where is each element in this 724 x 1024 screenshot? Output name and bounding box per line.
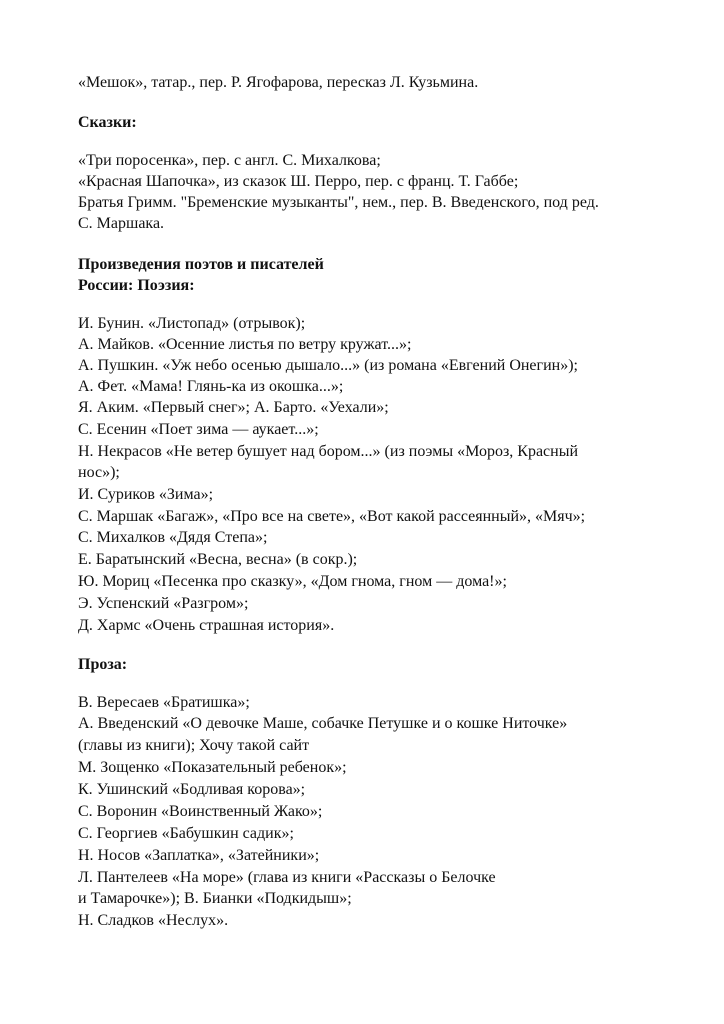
poetry-heading: России: Поэзия: xyxy=(78,277,195,294)
prose-heading: Проза: xyxy=(78,656,128,673)
prose-line: В. Вересаев «Братишка»; xyxy=(78,694,250,711)
prose-line: М. Зощенко «Показательный ребенок»; xyxy=(78,759,347,776)
poetry-line: Ю. Мориц «Песенка про сказку», «Дом гнома, гном — дома!»; xyxy=(78,573,507,590)
prose-line: Л. Пантелеев «На море» (глава из книги «Рассказы о Белочке xyxy=(78,869,496,886)
poetry-line: Е. Баратынский «Весна, весна» (в сокр.); xyxy=(78,551,358,568)
poetry-line: Э. Успенский «Разгром»; xyxy=(78,595,249,612)
poetry-line: Н. Некрасов «Не ветер бушует над бором...» (из поэмы «Мороз, Красный xyxy=(78,443,579,460)
poetry-line: И. Бунин. «Листопад» (отрывок); xyxy=(78,315,306,332)
intro-line: «Мешок», татар., пер. Р. Ягофарова, пересказ Л. Кузьмина. xyxy=(78,74,479,91)
poetry-heading: Произведения поэтов и писателей xyxy=(78,256,324,273)
prose-line: А. Введенский «О девочке Маше, собачке Петушке и о кошке Ниточке» xyxy=(78,715,568,732)
poetry-line: С. Михалков «Дядя Степа»; xyxy=(78,529,268,546)
poetry-line: С. Есенин «Поет зима — аукает...»; xyxy=(78,421,319,438)
poetry-line: Я. Аким. «Первый снег»; А. Барто. «Уехали»; xyxy=(78,399,389,416)
poetry-line: И. Суриков «Зима»; xyxy=(78,486,214,503)
tales-line: Братья Гримм. "Бременские музыканты", нем., пер. В. Введенского, под ред. xyxy=(78,194,599,211)
poetry-line: С. Маршак «Багаж», «Про все на свете», «Вот какой рассеянный», «Мяч»; xyxy=(78,508,586,525)
poetry-line: нос»); xyxy=(78,464,120,481)
tales-line: «Красная Шапочка», из сказок Ш. Перро, пер. с франц. Т. Габбе; xyxy=(78,173,519,190)
prose-line: и Тамарочке»); В. Бианки «Подкидыш»; xyxy=(78,890,352,907)
prose-line: С. Воронин «Воинственный Жако»; xyxy=(78,803,323,820)
prose-line: Н. Носов «Заплатка», «Затейники»; xyxy=(78,847,320,864)
poetry-line: А. Майков. «Осенние листья по ветру кружат...»; xyxy=(78,336,412,353)
tales-line: С. Маршака. xyxy=(78,215,165,232)
tales-heading: Сказки: xyxy=(78,114,137,131)
poetry-line: А. Пушкин. «Уж небо осенью дышало...» (из романа «Евгений Онегин»); xyxy=(78,357,578,374)
poetry-line: А. Фет. «Мама! Глянь-ка из окошка...»; xyxy=(78,378,344,395)
prose-line: (главы из книги); Хочу такой сайт xyxy=(78,737,310,754)
prose-line: К. Ушинский «Бодливая корова»; xyxy=(78,781,306,798)
tales-line: «Три поросенка», пер. с англ. С. Михалкова; xyxy=(78,152,381,169)
prose-line: С. Георгиев «Бабушкин садик»; xyxy=(78,825,294,842)
poetry-line: Д. Хармс «Очень страшная история». xyxy=(78,617,335,634)
prose-line: Н. Сладков «Неслух». xyxy=(78,912,229,929)
